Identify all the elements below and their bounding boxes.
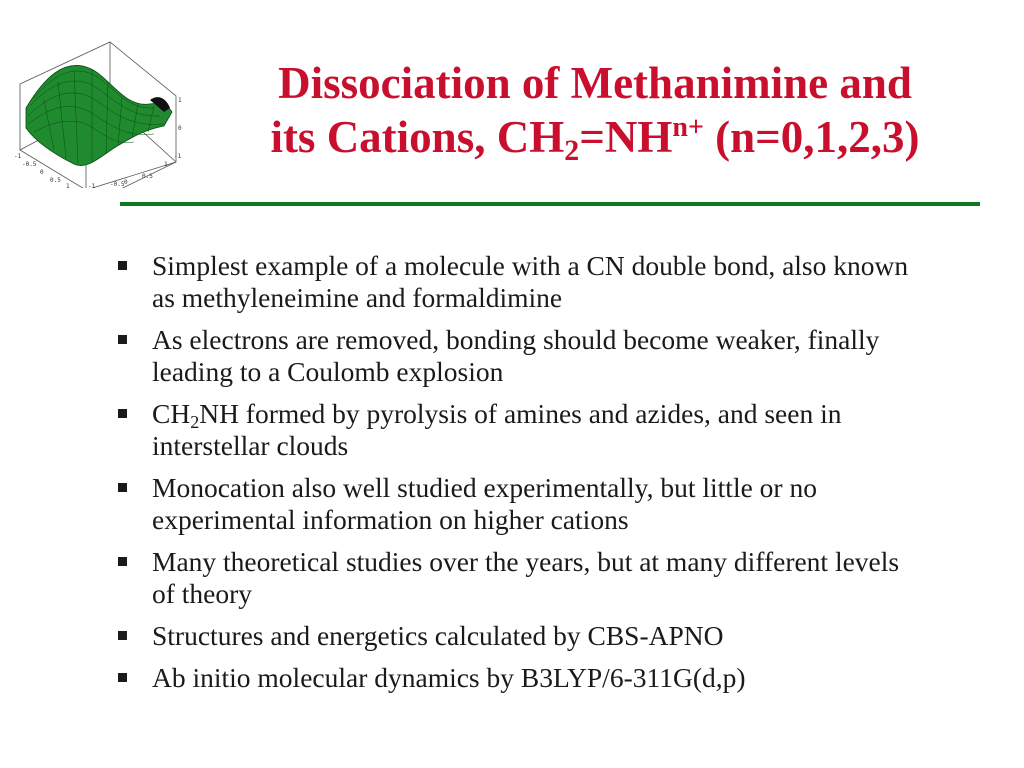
square-bullet-icon xyxy=(118,409,127,418)
title-superscript: n+ xyxy=(672,112,704,143)
bullet-text: Simplest example of a molecule with a CN double bond, also known as methyleneimine and formaldimine xyxy=(152,250,909,313)
slide-title xyxy=(200,56,990,167)
bullet-text: As electrons are removed, bonding should become weaker, finally leading to a Coulomb explosion xyxy=(152,324,880,387)
bullet-list xyxy=(110,250,910,704)
axis-tick-label: 0.5 xyxy=(50,177,61,184)
axis-tick-label: 0.5 xyxy=(142,173,153,180)
square-bullet-icon xyxy=(118,261,127,270)
axis-tick-label: -1 xyxy=(88,183,96,188)
square-bullet-icon xyxy=(118,335,127,344)
axis-tick-label: 1 xyxy=(178,97,182,104)
bullet-subscript: 2 xyxy=(190,412,200,432)
bullet-text: CH xyxy=(152,398,191,429)
bullet-item xyxy=(110,546,910,610)
bullet-text: Structures and energetics calculated by CBS-APNO xyxy=(152,620,724,651)
axis-tick-label: -0.5 xyxy=(22,161,37,168)
surface-mesh xyxy=(26,65,172,165)
bullet-item xyxy=(110,250,910,314)
axis-tick-label: -1 xyxy=(174,153,182,160)
bullet-text: Ab initio molecular dynamics by B3LYP/6-311G(d,p) xyxy=(152,662,746,693)
title-line-1: Dissociation of Methanimine and xyxy=(278,58,912,108)
axis-tick-label: 0 xyxy=(40,169,44,176)
bullet-text: Many theoretical studies over the years, but at many different levels of theory xyxy=(152,546,900,609)
title-subscript: 2 xyxy=(564,134,580,167)
square-bullet-icon xyxy=(118,557,127,566)
surface-plot-icon xyxy=(14,38,184,188)
bullet-item xyxy=(110,324,910,388)
axis-tick-label: 0 xyxy=(124,179,128,186)
bullet-text: NH formed by pyrolysis of amines and azides, and seen in interstellar clouds xyxy=(152,398,842,461)
bullet-item xyxy=(110,472,910,536)
axis-tick-label: -1 xyxy=(14,153,22,160)
axis-tick-label: 1 xyxy=(164,161,168,168)
square-bullet-icon xyxy=(118,673,127,682)
bullet-item xyxy=(110,398,910,462)
square-bullet-icon xyxy=(118,483,127,492)
bullet-item xyxy=(110,662,910,694)
bullet-text: Monocation also well studied experimentally, but little or no experimental information on higher cations xyxy=(152,472,817,535)
title-text: its Cations, CH xyxy=(270,112,565,162)
title-text: (n=0,1,2,3) xyxy=(703,112,920,162)
title-text: =NH xyxy=(579,112,673,162)
bullet-item xyxy=(110,620,910,652)
axis-tick-label: -0.5 xyxy=(110,181,125,188)
axis-tick-label: 0 xyxy=(178,125,182,132)
title-divider xyxy=(120,202,980,206)
axis-tick-label: 1 xyxy=(66,183,70,188)
square-bullet-icon xyxy=(118,631,127,640)
title-line-2 xyxy=(200,110,990,167)
